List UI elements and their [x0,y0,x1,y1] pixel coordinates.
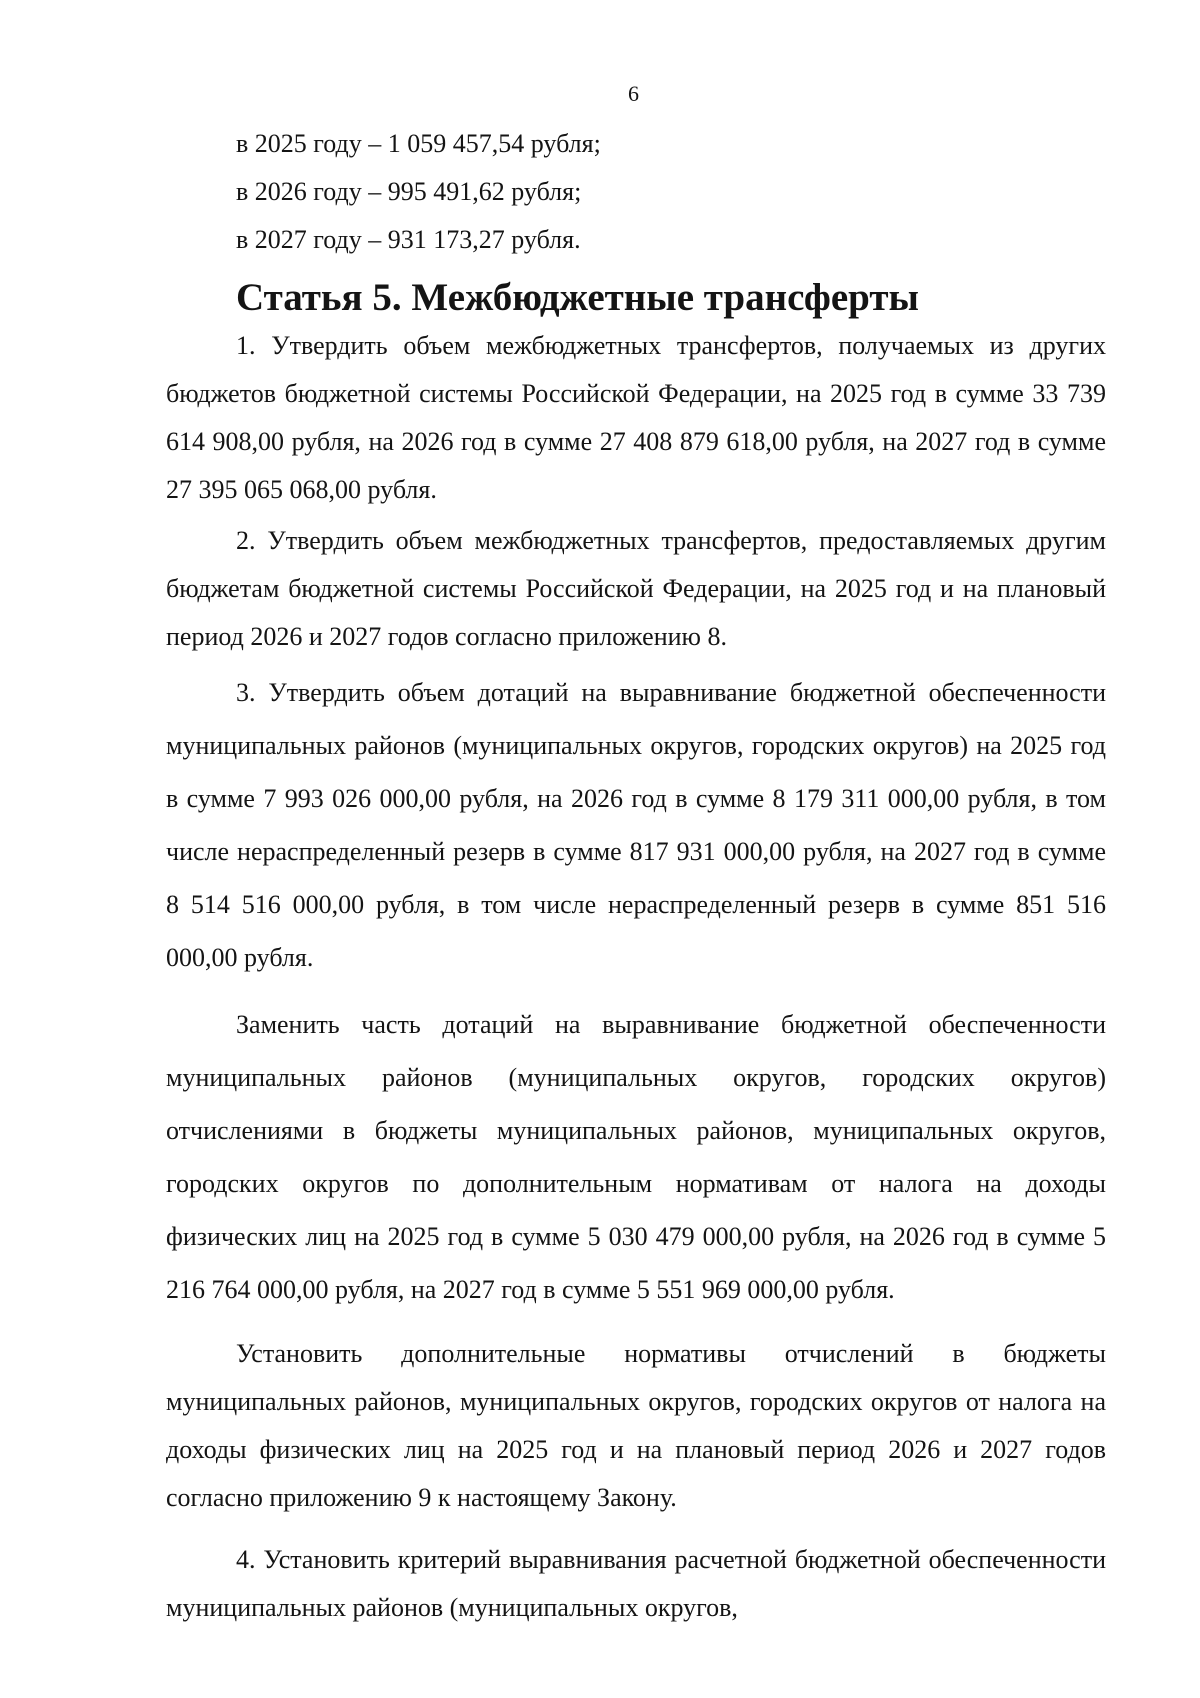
paragraph-2: 2. Утвердить объем межбюджетных трансфертов, предоставляемых другим бюджетам бюджетной системы Российской Федерации, на 2025 год и на плановый период 2026 и 2027 годов согласно приложению 8. [166,526,1106,651]
document-text [166,120,1106,1632]
paragraph-3: 3. Утвердить объем дотаций на выравнивание бюджетной обеспеченности муниципальных районов (муниципальных округов, городских округов) на 2025 год в сумме 7 993 026 000,00 рубля, на 2026 год в сумме 8 179 311 000,00 рубля, в том числе нераспределенный резерв в сумме 817 931 000,00 рубля, на 2027 год в сумме 8 514 516 000,00 рубля, в том числе нераспределенный резерв в сумме 851 516 000,00 рубля. [166,678,1106,972]
amount-2026: в 2026 году – 995 491,62 рубля; [236,177,582,206]
page-number: 6 [628,81,639,106]
paragraph-5: Установить дополнительные нормативы отчислений в бюджеты муниципальных районов, муниципальных округов, городских округов от налога на доходы физических лиц на 2025 год и на плановый период 2026 и 2027 годов согласно приложению 9 к настоящему Закону. [166,1339,1106,1512]
amount-2025: в 2025 году – 1 059 457,54 рубля; [236,129,601,158]
article-heading: Статья 5. Межбюджетные трансферты [236,276,919,319]
amount-2027: в 2027 году – 931 173,27 рубля. [236,225,581,254]
paragraph-4: Заменить часть дотаций на выравнивание бюджетной обеспеченности муниципальных районов (муниципальных округов, городских округов) отчислениями в бюджеты муниципальных районов, муниципальных округов, городских округов по дополнительным нормативам от налога на доходы физических лиц на 2025 год в сумме 5 030 479 000,00 рубля, на 2026 год в сумме 5 216 764 000,00 рубля, на 2027 год в сумме 5 551 969 000,00 рубля. [166,1010,1106,1304]
paragraph-1: 1. Утвердить объем межбюджетных трансфертов, получаемых из других бюджетов бюджетной системы Российской Федерации, на 2025 год в сумме 33 739 614 908,00 рубля, на 2026 год в сумме 27 408 879 618,00 рубля, на 2027 год в сумме 27 395 065 068,00 рубля. [166,331,1106,504]
paragraph-6: 4. Установить критерий выравнивания расчетной бюджетной обеспеченности муниципальных районов (муниципальных округов, [166,1545,1106,1622]
